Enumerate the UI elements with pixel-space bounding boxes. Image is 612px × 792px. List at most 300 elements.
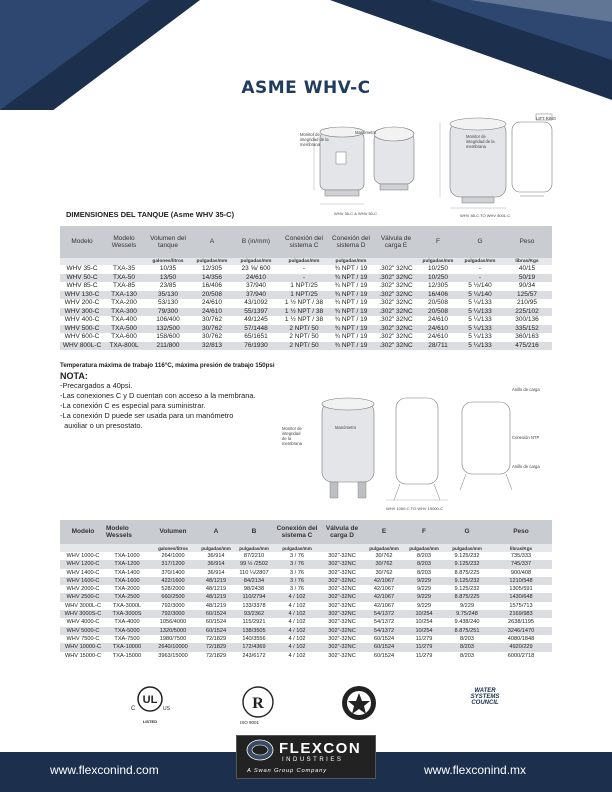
unit-cell: pulgadas/mm <box>232 258 280 265</box>
table-cell: 317/1200 <box>148 560 198 568</box>
table-cell: 42/1067 <box>364 593 404 601</box>
table-cell: 60/1524 <box>198 627 234 635</box>
table-cell: 36/914 <box>207 553 225 559</box>
table-cell: TXA-800L <box>104 342 144 351</box>
table-cell: TXA-4000 <box>114 619 140 626</box>
table-cell: ¾ NPT / 19 <box>328 342 374 351</box>
table-cell: 72/1829 <box>205 652 227 659</box>
table-cell: 158/600 <box>156 333 180 340</box>
col-header: A <box>198 520 234 544</box>
svg-text:US: US <box>163 706 170 712</box>
caption-medium-tanks: WHV 85-C TO WHV 800L-C <box>460 213 511 218</box>
col-header: F <box>418 226 458 258</box>
table-row <box>60 299 552 308</box>
table-cell: 5 ¼/133 <box>468 333 492 340</box>
table-cell: ¾ NPT / 19 <box>328 308 374 317</box>
url-right[interactable]: www.flexconind.mx <box>424 763 527 777</box>
table-cell: WHV 10000-C <box>60 643 106 651</box>
col-header: G <box>444 520 490 544</box>
unit-cell: pulgadas/mm <box>274 544 320 552</box>
table-cell: TXA-600 <box>111 333 137 340</box>
table-cell: 172/4369 <box>234 643 274 651</box>
unit-cell: galones/litros <box>148 544 198 552</box>
unit-cell: galones/litros <box>144 258 192 265</box>
table-cell: 57/1448 <box>232 325 280 334</box>
unit-cell: pulgadas/mm <box>404 544 444 552</box>
table-cell: 54/1372 <box>364 610 404 618</box>
table-cell: 11/279 <box>415 652 433 659</box>
table-cell: 9.438/240 <box>454 619 480 626</box>
table-cell: 79/300 <box>144 308 192 317</box>
table-cell: 4 / 102 <box>288 619 306 626</box>
col-header: Modelo Wessels <box>104 226 144 258</box>
table-cell: 90/34 <box>518 282 536 289</box>
table-cell: 1 NPT/25 <box>280 291 328 300</box>
table-cell: 8.875/225 <box>444 593 490 601</box>
table-cell: 5 ¼/140 <box>458 291 502 300</box>
table-cell: TXA-1600 <box>106 577 148 585</box>
label-lift-ring: LIFT RING <box>536 116 557 121</box>
table-cell: 60/1524 <box>373 635 395 642</box>
table-cell: 60/1524 <box>205 619 227 626</box>
table-cell: 72/1829 <box>205 635 227 642</box>
table-cell: ¾ NPT / 19 <box>334 333 368 340</box>
table-row <box>60 274 552 283</box>
table-row <box>60 627 552 635</box>
table-cell: 8/203 <box>404 560 444 568</box>
table-cell: WHV 85-C <box>66 282 98 289</box>
table-cell: 125/57 <box>502 291 552 300</box>
unit-cell: libras/Kgs <box>502 258 552 265</box>
table-cell: 302"-32NC <box>328 602 356 609</box>
table-cell: 3246/1470 <box>490 627 552 635</box>
table-cell: TXA-500 <box>104 325 144 334</box>
table-cell: 4 / 102 <box>288 635 306 642</box>
table-cell: 2640/10000 <box>148 643 198 651</box>
table-cell: WHV 2500-C <box>60 593 106 601</box>
table-cell: .302" 32NC <box>374 325 418 334</box>
seal-logo <box>340 684 378 722</box>
unit-cell <box>60 258 104 265</box>
table-cell: WHV 1200-C <box>60 560 106 568</box>
table-cell: 792/3000 <box>161 602 185 609</box>
col-header: Peso <box>490 520 552 544</box>
table-cell: 133/3378 <box>242 602 266 609</box>
table-cell: 5 ¼/133 <box>468 299 492 306</box>
table-cell: - <box>458 274 502 283</box>
table-cell: 302"-32NC <box>320 643 364 651</box>
table-cell: 24/610 <box>202 299 222 306</box>
table-cell: 6000/2718 <box>507 652 535 659</box>
table-cell: 5 ¼/133 <box>458 308 502 317</box>
table-row <box>60 602 552 610</box>
note-item: -La conexión D puede ser usada para un manómetro <box>60 411 234 420</box>
table-cell: .302" 32NC <box>379 333 413 340</box>
table-cell: ¾ NPT / 19 <box>334 299 368 306</box>
table-cell: 9/229 <box>404 577 444 585</box>
unit-cell: pulgadas/mm <box>364 544 404 552</box>
table-cell: WHV 3000S-C <box>60 610 106 618</box>
url-left[interactable]: www.flexconind.com <box>50 763 159 777</box>
table-cell: 1980/7500 <box>159 635 187 642</box>
table-row <box>60 593 552 601</box>
table-cell: 210/95 <box>517 299 537 306</box>
label-npt-connection: Conexión NTP <box>512 435 540 440</box>
tank-diagram-large <box>300 388 560 513</box>
table-cell: WHV 1600-C <box>60 577 106 585</box>
table-cell: 3 / 76 <box>274 560 320 568</box>
table-cell: 8/203 <box>460 652 474 659</box>
table-cell: 42/1067 <box>373 602 395 609</box>
table-cell: 302"-32NC <box>328 635 356 642</box>
table-cell: 48/1219 <box>205 602 227 609</box>
col-header: Volumen <box>148 520 198 544</box>
col-header: Conexión del sistema C <box>274 520 320 544</box>
table-row <box>60 552 552 560</box>
unit-cell: pulgadas/mm <box>192 258 232 265</box>
table-cell: 110 ¼/2807 <box>239 569 269 576</box>
table-cell: 4920/229 <box>490 643 552 651</box>
table-cell: 55/1397 <box>232 308 280 317</box>
table-cell: ¾ NPT / 19 <box>334 282 368 289</box>
ul-sub: LISTED <box>142 719 158 724</box>
table-cell: 11/279 <box>415 635 433 642</box>
notes-heading: NOTA: <box>60 371 88 381</box>
table-cell: 302"-32NC <box>328 619 356 626</box>
col-header: G <box>458 226 502 258</box>
table-cell: 360/163 <box>515 333 539 340</box>
table-cell: 30/762 <box>202 333 222 340</box>
col-header: F <box>404 520 444 544</box>
col-header: Modelo <box>60 226 104 258</box>
table-cell: ¾ NPT / 19 <box>328 274 374 283</box>
table-cell: 9/229 <box>417 602 431 609</box>
table-cell: 132/500 <box>144 325 192 334</box>
table-cell: 99 ½ /2502 <box>234 560 274 568</box>
table-cell: WHV 200-C <box>64 299 100 306</box>
table-row <box>60 316 552 325</box>
table-cell: .302" 32NC <box>379 316 413 323</box>
table-cell: TXA-50 <box>104 274 144 283</box>
col-header: Volumen del tanque <box>144 226 192 258</box>
table-cell: 60/1524 <box>373 652 395 659</box>
table-cell: 9.125/232 <box>444 560 490 568</box>
table-cell: 302"-32NC <box>328 586 356 593</box>
table-cell: 2 NPT/ 50 <box>280 342 328 351</box>
table-cell: 23 ⅝/ 600 <box>241 265 271 272</box>
table-cell: 60/1524 <box>364 643 404 651</box>
table-cell: 87/2210 <box>243 553 265 559</box>
table-cell: 4 / 102 <box>274 610 320 618</box>
table-cell: 24/610 <box>232 274 280 283</box>
table-cell: 370/1400 <box>161 569 185 576</box>
table-cell: WHV 500-C <box>60 325 104 334</box>
table-cell: 24/610 <box>192 308 232 317</box>
table-cell: TXA-2000 <box>114 586 140 593</box>
col-header: Modelo Wessels <box>106 520 148 544</box>
table-cell: 72/1829 <box>198 643 234 651</box>
table-cell: 302"-32NC <box>320 560 364 568</box>
col-header: A <box>192 226 232 258</box>
table-cell: 2638/1195 <box>507 619 535 626</box>
table-cell: TXA-300 <box>104 308 144 317</box>
table-cell: TXA-3000S <box>106 610 148 618</box>
table-cell: WHV 130-C <box>60 291 104 300</box>
table-cell: 302"-32NC <box>320 593 364 601</box>
table-cell: WHV 35-C <box>66 265 98 272</box>
table-cell: 35/130 <box>144 291 192 300</box>
table-cell: WHV 1000-C <box>66 553 100 559</box>
temperature-line: Temperatura máxima de trabajo 116°C, máxima presión de trabajo 150psi <box>60 362 275 369</box>
table-row <box>60 652 552 660</box>
table-cell: 1 ½ NPT / 38 <box>284 316 324 323</box>
table-cell: 23/85 <box>159 282 177 289</box>
unit-cell <box>320 544 364 552</box>
table-cell: WHV 800L-C <box>60 342 104 351</box>
table-cell: 302"-32NC <box>328 553 356 559</box>
table-cell: WHV 400-C <box>64 316 100 323</box>
table-cell: 16/406 <box>418 291 458 300</box>
note-item: -Las conexiones C y D cuentan con acceso a la membrana. <box>60 391 256 400</box>
table-cell: 32/813 <box>192 342 232 351</box>
table-cell: TXA-35 <box>112 265 136 272</box>
table-cell: WHV 15000-C <box>64 652 102 659</box>
table-cell: 1320/5000 <box>148 627 198 635</box>
table-cell: .302" 32NC <box>374 274 418 283</box>
table-cell: .302" 32NC <box>379 299 413 306</box>
dimensions-table-2 <box>60 520 552 660</box>
table-cell: 9/229 <box>460 602 474 609</box>
section1-title: DIMENSIONES DEL TANQUE (Asme WHV 35-C) <box>66 210 235 219</box>
table-row <box>60 569 552 577</box>
table-cell: 98/2438 <box>243 586 265 593</box>
unit-cell: pulgadas/mm <box>328 258 374 265</box>
logo-word: FLEXCON <box>279 740 362 757</box>
table-cell: .302" 32NC <box>379 282 413 289</box>
table-cell: 3963/15000 <box>158 652 188 659</box>
table-cell: WHV 4000-C <box>66 619 100 626</box>
unit-cell: pulgadas/mm <box>198 544 234 552</box>
table-cell: 5 ¼/133 <box>468 316 492 323</box>
table-cell: 65/1651 <box>244 333 268 340</box>
table-cell: ¾ NPT / 19 <box>334 316 368 323</box>
table-cell: WHV 3000L-C <box>64 602 102 609</box>
page-title: ASME WHV-C <box>241 78 371 98</box>
table-row <box>60 643 552 651</box>
table-cell: TXA-15000 <box>112 652 142 659</box>
iso-text: ISO 9001 <box>240 720 260 725</box>
table-cell: 422/1600 <box>148 577 198 585</box>
note-item: auxiliar o un presostato. <box>60 421 143 430</box>
table-cell: 1056/4000 <box>159 619 187 626</box>
table-cell: 40/15 <box>518 265 536 272</box>
ul-icon <box>128 684 172 714</box>
col-header: B <box>234 520 274 544</box>
water-council-logo: WATER SYSTEMS COUNCIL <box>470 688 500 706</box>
table-cell: 42/1067 <box>364 577 404 585</box>
table-cell: 10/250 <box>428 265 448 272</box>
note-item: -La conexión C es especial para suministrar. <box>60 401 206 410</box>
table-cell: 37/940 <box>246 282 266 289</box>
table-cell: 11/279 <box>404 643 444 651</box>
table-cell: TXA-400 <box>111 316 137 323</box>
tank-diagram-small <box>300 112 560 217</box>
table-cell: 36/914 <box>207 569 225 576</box>
table-cell: 302"-32NC <box>320 577 364 585</box>
table-cell: 42/1067 <box>373 586 395 593</box>
table-cell: 43/1092 <box>244 299 268 306</box>
table-cell: WHV 7500-C <box>66 635 100 642</box>
table-cell: 30/762 <box>364 560 404 568</box>
col-header: Válvula de carga D <box>320 520 364 544</box>
table-cell: 225/102 <box>502 308 552 317</box>
unit-cell <box>104 258 144 265</box>
table-cell: .302" 32NC <box>374 342 418 351</box>
table-cell: 211/800 <box>144 342 192 351</box>
col-header: Modelo <box>60 520 106 544</box>
table-cell: 528/2000 <box>161 586 185 593</box>
table-row <box>60 618 552 626</box>
unit-cell <box>106 544 148 552</box>
table-cell: 243/6172 <box>242 652 266 659</box>
table-cell: 53/130 <box>158 299 178 306</box>
table-row <box>60 610 552 618</box>
table-cell: TXA-10000 <box>106 643 148 651</box>
table-cell: TXA-1200 <box>106 560 148 568</box>
table-cell: 9.125/232 <box>444 577 490 585</box>
table-cell: 24/610 <box>428 316 448 323</box>
table-cell: 300/136 <box>515 316 539 323</box>
logo-tagline: A Swan Group Company <box>247 768 327 774</box>
table-cell: - <box>478 265 482 272</box>
label-lift-ring-1: Anillo de carga <box>512 387 540 392</box>
flexcon-emblem-icon <box>245 739 275 761</box>
table-cell: 140/3556 <box>242 635 266 642</box>
table-cell: 264/1000 <box>161 553 185 559</box>
table-cell: TXA-3000L <box>112 602 142 609</box>
table-cell: 30/762 <box>192 325 232 334</box>
table-cell: WHV 5000-C <box>60 627 106 635</box>
table-cell: 1 ½ NPT / 38 <box>284 299 324 306</box>
table-row <box>60 333 552 342</box>
table-cell: 48/1219 <box>198 577 234 585</box>
table-cell: 54/1372 <box>364 627 404 635</box>
table-cell: 54/1372 <box>373 619 395 626</box>
table-cell: TXA-1400 <box>114 569 140 576</box>
table-cell: 5 ½/140 <box>468 282 492 289</box>
table-cell: .302" 32NC <box>374 291 418 300</box>
label-monitor-2: Monitor de integridad de la membrana <box>466 134 495 149</box>
table-cell: TXA-1000 <box>114 553 140 559</box>
table-cell: .302" 32NC <box>374 308 418 317</box>
table-cell: 10/35 <box>159 265 177 272</box>
table-cell: 20/508 <box>428 299 448 306</box>
table-cell: 660/2500 <box>148 593 198 601</box>
table-cell: 2 NPT/ 50 <box>280 325 328 334</box>
table-cell: 8/203 <box>417 569 431 576</box>
table-row <box>60 585 552 593</box>
table-cell: 8/203 <box>417 553 431 559</box>
table-cell: 14/356 <box>192 274 232 283</box>
table-cell: 900/408 <box>510 569 532 576</box>
table-cell: 4 / 102 <box>288 602 306 609</box>
table-cell: TXA-2500 <box>106 593 148 601</box>
col-header: Conexión del sistema D <box>328 226 374 258</box>
table-cell: 110/2794 <box>234 593 274 601</box>
ul-listed-logo <box>128 684 172 724</box>
table-cell: 9/229 <box>417 586 431 593</box>
table-cell: 9/229 <box>404 593 444 601</box>
table-cell: 1 NPT/25 <box>290 282 318 289</box>
table-cell: 4 / 102 <box>274 643 320 651</box>
table-cell: 28/711 <box>418 342 458 351</box>
unit-cell <box>60 544 106 552</box>
table-cell: WHV 50-C <box>60 274 104 283</box>
unit-cell <box>374 258 418 265</box>
table-row <box>60 577 552 585</box>
table-cell: 302"-32NC <box>328 569 356 576</box>
table-cell: 1305/591 <box>509 586 533 593</box>
col-header: Peso <box>502 226 552 258</box>
table-cell: 49/1245 <box>244 316 268 323</box>
table-cell: ¾ NPT / 19 <box>334 265 368 272</box>
table-cell: 20/508 <box>192 291 232 300</box>
table-cell: 30/762 <box>202 316 222 323</box>
table-cell: 3 / 76 <box>290 586 304 593</box>
table-cell: 302"-32NC <box>320 610 364 618</box>
table-cell: 1 ½ NPT / 38 <box>280 308 328 317</box>
svg-text:R: R <box>252 695 264 712</box>
table-cell: 93/2362 <box>234 610 274 618</box>
unit-cell: pulgadas/mm <box>280 258 328 265</box>
table-cell: 1210/548 <box>490 577 552 585</box>
table-row <box>60 342 552 351</box>
table-cell: 37/940 <box>232 291 280 300</box>
table-cell: 5 ¼/133 <box>458 325 502 334</box>
table-cell: 735/333 <box>510 553 532 559</box>
table-row <box>60 635 552 643</box>
table-cell: 4 / 102 <box>288 652 306 659</box>
table-cell: 30/762 <box>375 569 393 576</box>
table-cell: 115/2921 <box>242 619 266 626</box>
table-row <box>60 265 552 274</box>
col-header: E <box>364 520 404 544</box>
table-cell: 792/3000 <box>148 610 198 618</box>
table-cell: 106/400 <box>156 316 180 323</box>
table-cell: 50/19 <box>502 274 552 283</box>
table-cell: 10/250 <box>418 274 458 283</box>
table-cell: 8.875/251 <box>444 627 490 635</box>
table-cell: 3 / 76 <box>274 577 320 585</box>
label-monitor-1: Monitor de integridad de la membrana <box>300 132 329 147</box>
table-cell: 4 / 102 <box>274 593 320 601</box>
table-row <box>60 325 552 334</box>
table-cell: 1575/713 <box>509 602 533 609</box>
table-cell: TXA-200 <box>111 299 137 306</box>
col-header: Válvula de carga E <box>374 226 418 258</box>
table-cell: 335/152 <box>502 325 552 334</box>
label-manometer-1: Manómetro <box>355 130 377 135</box>
table-cell: 24/610 <box>428 333 448 340</box>
table-cell: 48/1219 <box>205 586 227 593</box>
svg-text:UL: UL <box>142 694 158 706</box>
table-cell: 138/3505 <box>234 627 274 635</box>
table-cell: WHV 300-C <box>60 308 104 317</box>
table-cell: 302"-32NC <box>320 627 364 635</box>
table-row <box>60 291 552 300</box>
table-cell: ¾ NPT / 19 <box>328 325 374 334</box>
table-cell: 8.875/225 <box>454 569 480 576</box>
